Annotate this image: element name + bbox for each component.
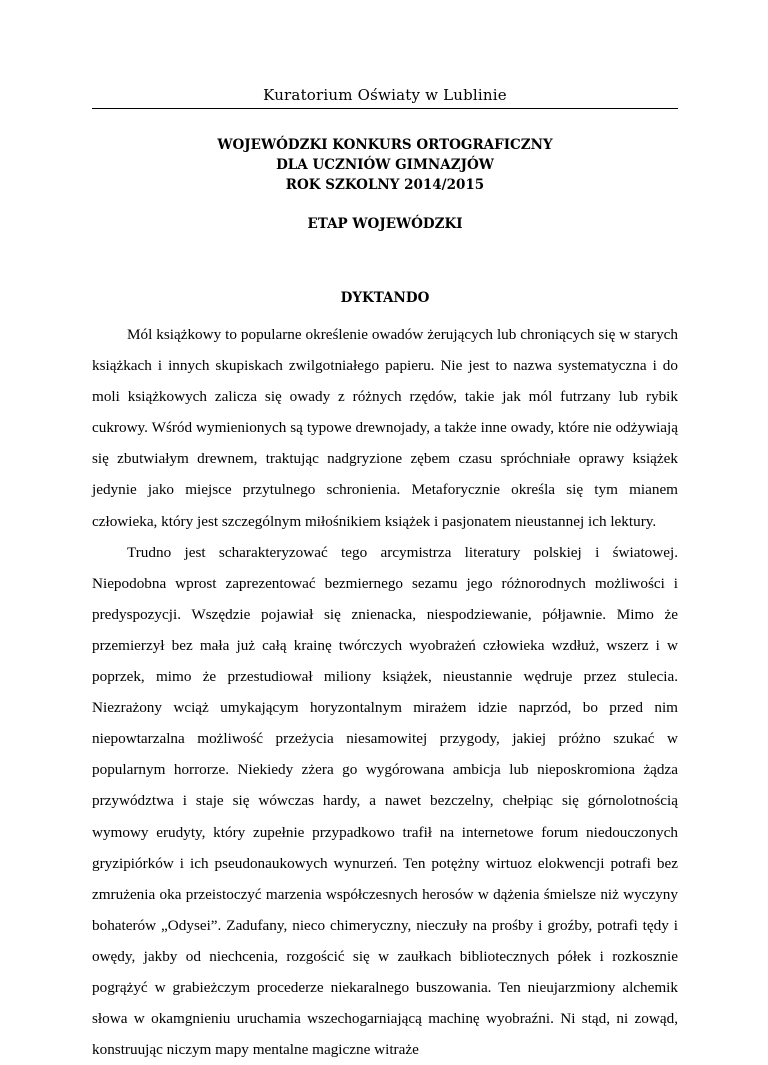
paragraph-2: Trudno jest scharakteryzować tego arcymistrza literatury polskiej i światowej. Niepodobna wprost zaprezentować bezmiernego sezamu jego różnorodnych możliwości i predyspozycji. Wszędzie pojawiał się znienacka, niespodziewanie, półjawnie. Mimo że przemierzył bez mała już całą krainę twórczych wyobrażeń człowieka wzdłuż, wszerz i w poprzek, mimo że przestudiował miliony książek, nieustannie wędruje przez stulecia. Niezrażony wciąż umykającym horyzontalnym mirażem idzie naprzód, bo przed nim niepowtarzalna możliwość przeżycia niesamowitej przygody, jakiej próżno szukać w popularnym horrorze. Niekiedy zżera go wygórowana ambicja lub nieposkromiona żądza przywództwa i staje się wówczas hardy, a nawet bezczelny, chełpiąc się górnolotnością wymowy erudyty, który zupełnie przypadkowo trafił na internetowe forum niedouczonych gryzipiórków i ich pseudonaukowych wynurzeń. Ten potężny wirtuoz elokwencji potrafi bez zmrużenia oka przeistoczyć marzenia współczesnych herosów w dążenia śmielsze niż wyczyny bohaterów „Odysei”. Zadufany, nieco chimeryczny, nieczuły na prośby i groźby, potrafi tędy i owędy, jakby od niechcenia, rozgościć się w zaułkach bibliotecznych półek i rozkosznie pogrążyć w grabieżczym procederze niekaralnego buszowania. Ten nieujarzmiony alchemik słowa w okamgnieniu uruchamia wszechogarniającą machinę wyobraźni. Ni stąd, ni zowąd, konstruując niczym mapy mentalne magiczne witraże [92, 543, 678, 1059]
title-line-2: DLA UCZNIÓW GIMNAZJÓW [276, 157, 494, 173]
stage-title: ETAP WOJEWÓDZKI [307, 216, 463, 232]
page-header: Kuratorium Oświaty w Lublinie [92, 86, 678, 109]
paragraph-1: Mól książkowy to popularne określenie owadów żerujących lub chroniących się w starych książkach i innych skupiskach zwilgotniałego papieru. Nie jest to nazwa systematyczna i do moli książkowych zalicza się owady z różnych rzędów, takie jak mól futrzany lub rybik cukrowy. Wśród wymienionych są typowe drewnojady, a także inne owady, które nie odżywiają się zbutwiałym drewnem, traktując nadgryzione zębem czasu spróchniałe oprawy książek jedynie jako miejsce przytulnego schronienia. Metaforycznie określa się tym mianem człowieka, który jest szczególnym miłośnikiem książek i pasjonatem nieustannej ich lektury. [92, 326, 678, 530]
title-line-3: ROK SZKOLNY 2014/2015 [285, 177, 485, 193]
competition-title [92, 135, 678, 195]
dictation-title: DYKTANDO [340, 290, 430, 306]
title-line-1: WOJEWÓDZKI KONKURS ORTOGRAFICZNY [217, 137, 553, 153]
dictation-text [92, 319, 678, 1065]
